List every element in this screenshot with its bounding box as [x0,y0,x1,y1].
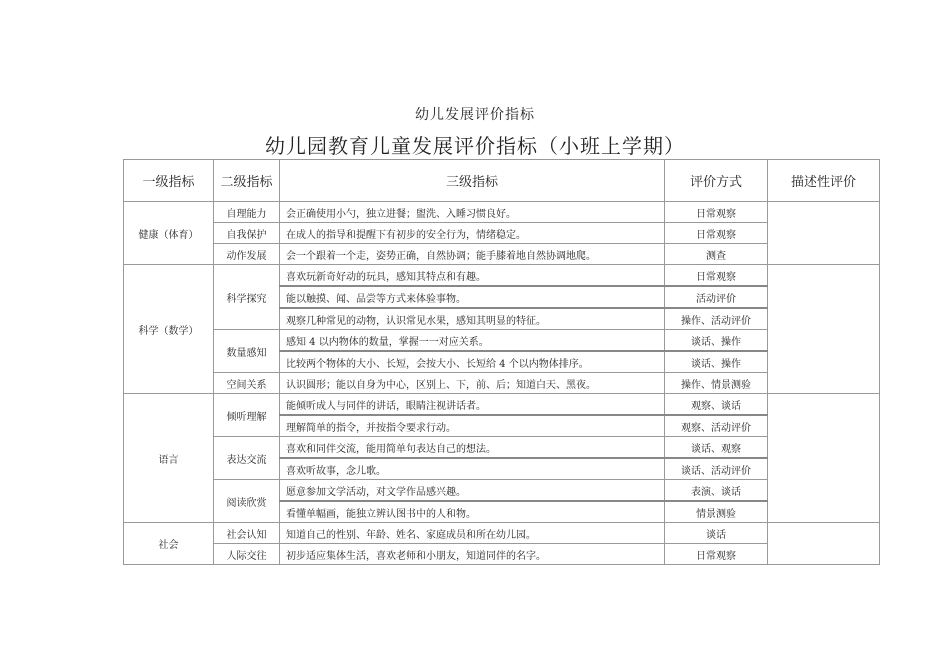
method-cell: 谈话、操作 [665,351,768,373]
evaluation-table [123,159,880,565]
method-cell: 观察、谈话 [665,394,768,416]
table-row [124,437,880,459]
level2-cell: 阅读欣赏 [214,480,280,523]
level3-cell: 喜欢听故事，念儿歌。 [280,458,665,480]
level3-cell: 知道自己的性别、年龄、姓名、家庭成员和所在幼儿园。 [280,523,665,544]
table-body [124,202,880,565]
level3-cell: 愿意参加文学活动，对文学作品感兴趣。 [280,480,665,502]
method-cell: 测查 [665,244,768,265]
method-cell: 操作、活动评价 [665,308,768,330]
level3-cell: 看懂单幅画，能独立辨认图书中的人和物。 [280,501,665,523]
header-method: 评价方式 [665,160,768,202]
table-header-row [124,160,880,202]
method-cell: 情景测验 [665,501,768,523]
method-cell: 操作、情景测验 [665,373,768,394]
level1-cell: 科学（数学） [124,265,214,394]
method-cell: 日常观察 [665,223,768,244]
level2-cell: 倾听理解 [214,394,280,437]
level1-cell: 健康（体育） [124,202,214,265]
method-cell: 日常观察 [665,265,768,287]
descriptive-cell [768,265,880,394]
header-level2: 二级指标 [214,160,280,202]
level1-cell: 社会 [124,523,214,565]
level3-cell: 初步适应集体生活，喜欢老师和小朋友，知道同伴的名字。 [280,544,665,565]
level3-cell: 喜欢玩新奇好动的玩具，感知其特点和有趣。 [280,265,665,287]
level2-cell: 数量感知 [214,330,280,373]
table-row [124,330,880,352]
level3-cell: 会一个跟着一个走，姿势正确，自然协调；能手膝着地自然协调地爬。 [280,244,665,265]
level1-cell: 语言 [124,394,214,523]
table-row [124,480,880,502]
header-level3: 三级指标 [280,160,665,202]
level2-cell: 表达交流 [214,437,280,480]
level3-cell: 会正确使用小勺，独立进餐；盥洗、入睡习惯良好。 [280,202,665,223]
level2-cell: 科学探究 [214,265,280,330]
level2-cell: 自理能力 [214,202,280,223]
descriptive-cell [768,202,880,265]
method-cell: 日常观察 [665,544,768,565]
method-cell: 谈话、操作 [665,330,768,352]
page-title: 幼儿园教育儿童发展评价指标（小班上学期） [265,134,685,158]
table-row [124,202,880,223]
level2-cell: 空间关系 [214,373,280,394]
descriptive-cell [768,394,880,523]
table-row [124,265,880,287]
table-row [124,394,880,416]
table-row [124,544,880,565]
method-cell: 谈话 [665,523,768,544]
header-level1: 一级指标 [124,160,214,202]
method-cell: 观察、活动评价 [665,415,768,437]
document-title: 幼儿发展评价指标 [415,107,535,123]
level3-cell: 能倾听成人与同伴的讲话，眼睛注视讲话者。 [280,394,665,416]
level2-cell: 动作发展 [214,244,280,265]
method-cell: 活动评价 [665,286,768,308]
level3-cell: 感知 4 以内物体的数量，掌握一一对应关系。 [280,330,665,352]
level3-cell: 认识圆形；能以自身为中心，区别上、下，前、后；知道白天、黑夜。 [280,373,665,394]
level3-cell: 比较两个物体的大小、长短，会按大小、长短给 4 个以内物体排序。 [280,351,665,373]
table-row [124,373,880,394]
table-row [124,223,880,244]
method-cell: 表演、谈话 [665,480,768,502]
method-cell: 谈话、观察 [665,437,768,459]
level3-cell: 理解简单的指令，并按指令要求行动。 [280,415,665,437]
level2-cell: 人际交往 [214,544,280,565]
table-row [124,244,880,265]
level3-cell: 能以触摸、闻、品尝等方式来体验事物。 [280,286,665,308]
level3-cell: 在成人的指导和提醒下有初步的安全行为，情绪稳定。 [280,223,665,244]
level2-cell: 自我保护 [214,223,280,244]
descriptive-cell [768,523,880,565]
method-cell: 谈话、活动评价 [665,458,768,480]
table-row [124,523,880,544]
level2-cell: 社会认知 [214,523,280,544]
level3-cell: 喜欢和同伴交流，能用简单句表达自己的想法。 [280,437,665,459]
method-cell: 日常观察 [665,202,768,223]
header-descriptive: 描述性评价 [768,160,880,202]
level3-cell: 观察几种常见的动物，认识常见水果，感知其明显的特征。 [280,308,665,330]
